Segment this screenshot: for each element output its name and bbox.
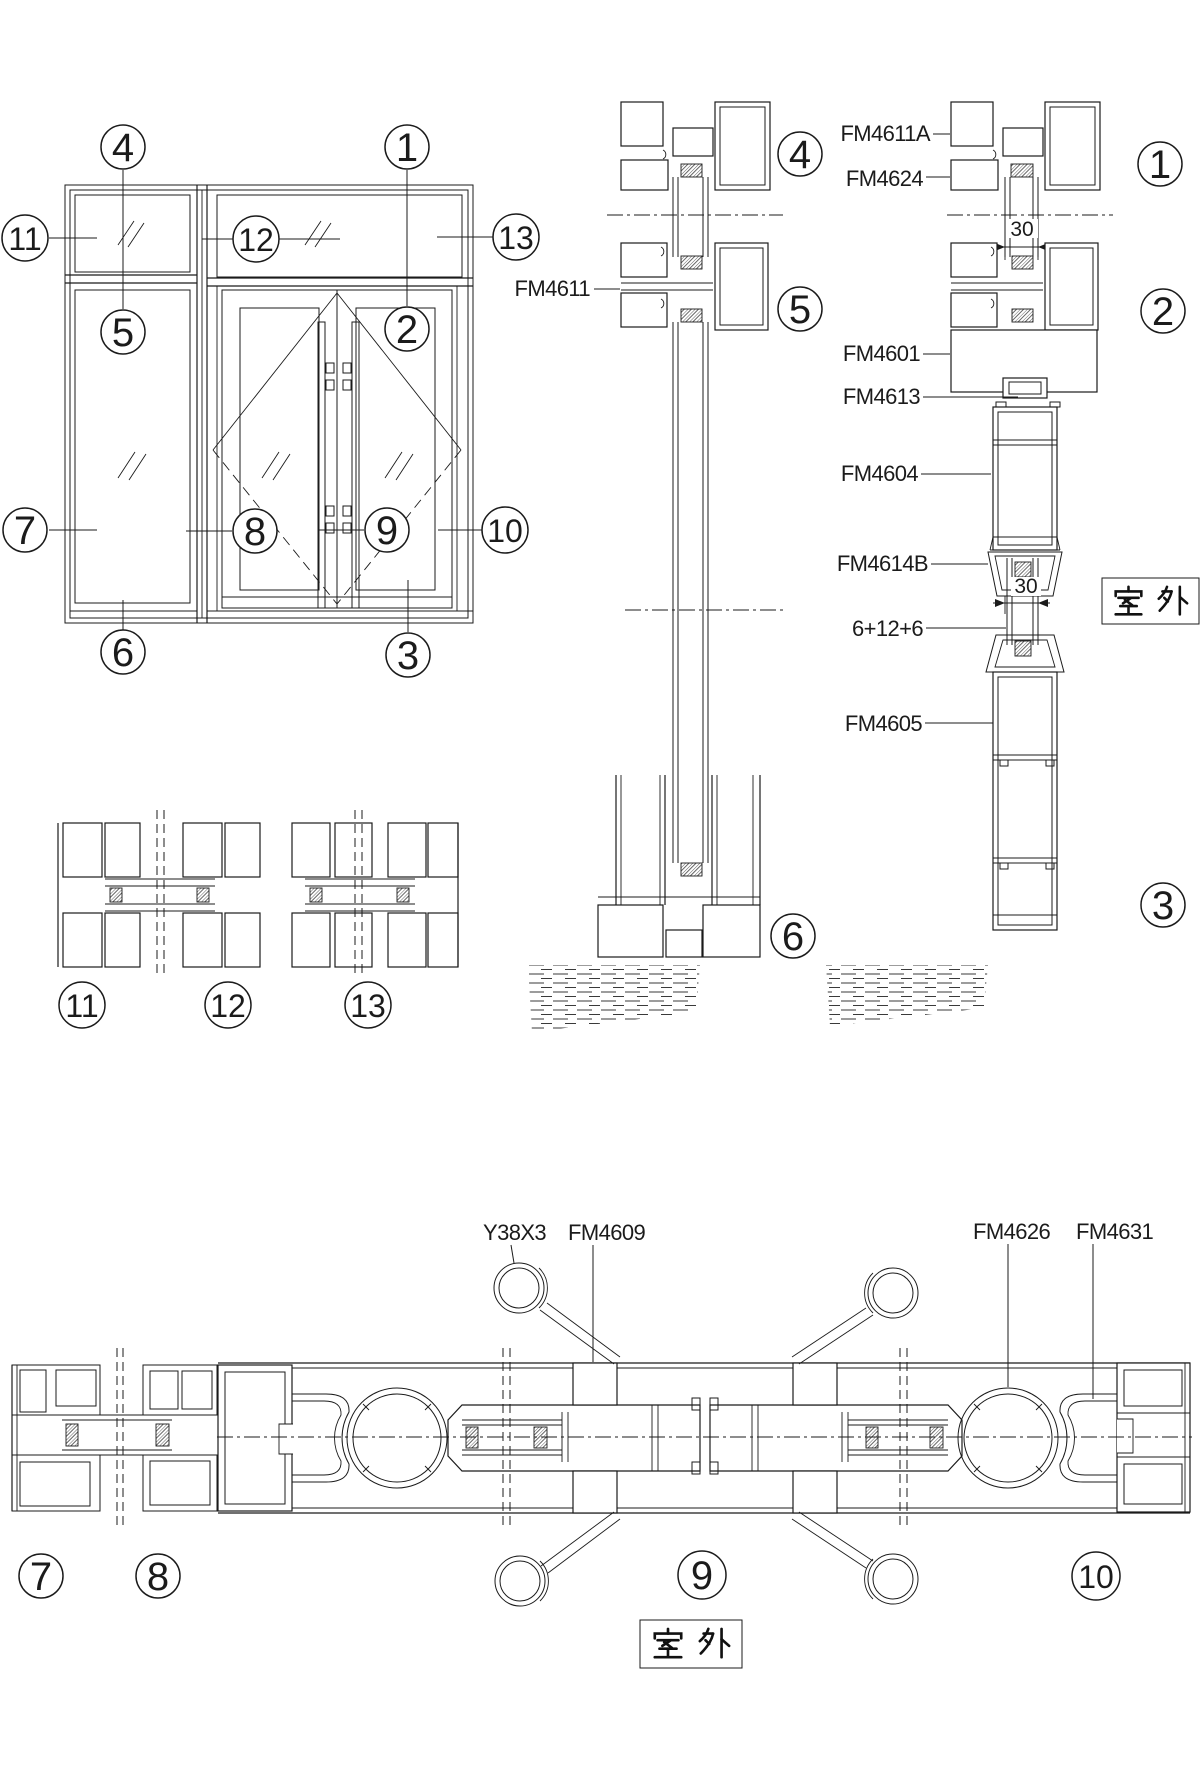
detail-bubble-8 [233, 509, 277, 554]
label-fm4604: FM4604 [840, 461, 918, 486]
label-y38x3: Y38X3 [483, 1220, 547, 1245]
mullion-tube-fm4605 [993, 672, 1057, 930]
door-frame-jamb-right [1117, 1363, 1190, 1512]
svg-text:3: 3 [396, 634, 420, 678]
detail-bubble-5-section [778, 287, 822, 332]
detail-bubble-8-section [136, 1554, 180, 1599]
svg-text:12: 12 [238, 222, 274, 258]
svg-text:1: 1 [1148, 143, 1172, 187]
svg-text:8: 8 [243, 510, 267, 554]
detail-bubble-2-section [1141, 289, 1185, 334]
detail-bubble-10-section [1072, 1552, 1120, 1600]
door-top-rail-fm4601 [951, 330, 1097, 398]
detail-bubble-12-section [205, 982, 251, 1028]
glazing-gasket [156, 1424, 169, 1446]
detail-bubble-2 [385, 307, 429, 352]
svg-text:12: 12 [210, 988, 246, 1024]
mullion-tube-fm4604 [990, 402, 1060, 550]
dim-text-30: 30 [1014, 575, 1038, 598]
detail-bubble-3-section [1141, 883, 1185, 928]
glazing-gasket [1015, 641, 1031, 656]
detail-bubble-12 [233, 216, 279, 262]
svg-text:13: 13 [498, 220, 534, 256]
detail-bubble-10 [482, 507, 528, 553]
detail-bubble-13-section [345, 982, 391, 1028]
detail-bubble-4-section [778, 132, 822, 177]
svg-text:11: 11 [65, 988, 99, 1024]
svg-text:2: 2 [1151, 290, 1175, 334]
label-fm4605: FM4605 [844, 711, 922, 736]
label-fm4611: FM4611 [514, 276, 590, 301]
handle-boss [793, 1363, 837, 1405]
detail-bubble-9-section [678, 1551, 726, 1599]
label-fm4609: FM4609 [568, 1220, 646, 1245]
svg-text:3: 3 [1151, 884, 1175, 928]
label-glass-makeup: 6+12+6 [851, 616, 923, 641]
detail-bubble-5 [101, 310, 145, 355]
svg-text:11: 11 [8, 221, 42, 257]
detail-bubble-11 [2, 215, 48, 261]
detail-bubble-3 [386, 633, 430, 678]
svg-text:7: 7 [13, 509, 37, 553]
label-fm4626: FM4626 [973, 1219, 1051, 1244]
svg-text:10: 10 [487, 513, 523, 549]
detail-bubble-7 [3, 508, 47, 553]
svg-text:9: 9 [375, 509, 399, 553]
svg-text:1: 1 [395, 126, 419, 170]
glazing-gasket [110, 888, 122, 902]
glazing-gasket [66, 1424, 78, 1446]
svg-text:13: 13 [350, 988, 386, 1024]
label-fm4631: FM4631 [1076, 1219, 1154, 1244]
profile-boxes-top-row [63, 823, 458, 877]
detail-bubble-7-section [19, 1554, 63, 1599]
detail-bubble-11-section [59, 982, 105, 1028]
label-fm4624: FM4624 [845, 166, 923, 191]
handle-boss [793, 1471, 837, 1513]
detail-bubble-1-section [1138, 142, 1182, 187]
profile-boxes-bottom-row [63, 913, 458, 967]
detail-bubble-1 [385, 125, 429, 170]
glazing-gasket [197, 888, 209, 902]
handle-boss [573, 1363, 617, 1405]
label-fm4613: FM4613 [842, 384, 920, 409]
label-fm4611a: FM4611A [840, 121, 930, 146]
svg-text:5: 5 [111, 311, 135, 355]
svg-text:6: 6 [111, 631, 135, 675]
svg-text:4: 4 [788, 133, 812, 177]
svg-text:6: 6 [781, 915, 805, 959]
detail-bubble-6 [101, 630, 145, 675]
svg-text:4: 4 [111, 126, 135, 170]
detail-bubble-6-section [771, 914, 815, 959]
door-frame-jamb-left [218, 1365, 293, 1511]
svg-text:2: 2 [395, 308, 419, 352]
svg-text:5: 5 [788, 288, 812, 332]
label-fm4601: FM4601 [842, 341, 920, 366]
detail-bubble-4 [101, 125, 145, 170]
svg-text:7: 7 [29, 1555, 53, 1599]
svg-text:8: 8 [146, 1555, 170, 1599]
detail-bubble-13 [493, 214, 539, 260]
svg-text:9: 9 [690, 1554, 714, 1598]
label-fm4614b: FM4614B [836, 551, 928, 576]
svg-text:10: 10 [1078, 1559, 1114, 1595]
handle-boss [573, 1471, 617, 1513]
dim-text-30: 30 [1010, 218, 1034, 241]
glazing-gasket [397, 888, 409, 902]
detail-bubble-9 [365, 508, 409, 553]
glazing-gasket [310, 888, 322, 902]
